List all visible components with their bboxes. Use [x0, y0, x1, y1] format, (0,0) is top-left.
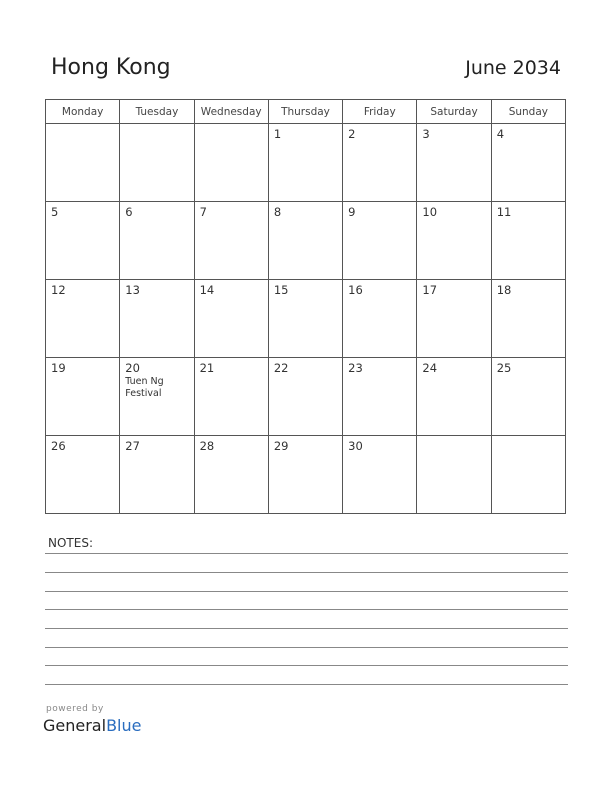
notes-line [45, 591, 568, 592]
day-cell [268, 280, 342, 358]
day-cell [268, 124, 342, 202]
day-number: 16 [348, 283, 363, 297]
day-cell [417, 202, 491, 280]
day-number: 25 [496, 361, 512, 375]
day-number: 15 [273, 283, 289, 297]
day-number: 2 [348, 127, 356, 141]
day-cell [194, 202, 268, 280]
calendar-country-title: Hong Kong [51, 55, 171, 80]
notes-line [45, 572, 568, 573]
day-number: 27 [125, 439, 140, 453]
day-cell [343, 202, 417, 280]
day-cell [46, 280, 120, 358]
day-number: 6 [125, 205, 133, 219]
day-cell [268, 358, 342, 436]
week-row [46, 280, 566, 358]
day-number: 30 [348, 439, 363, 453]
day-number: 28 [199, 439, 215, 453]
day-number: 17 [422, 283, 438, 297]
weekday-header: Sunday [491, 100, 565, 124]
day-cell [46, 202, 120, 280]
day-cell [491, 358, 565, 436]
day-cell [417, 280, 491, 358]
weekday-header: Monday [46, 100, 120, 124]
day-cell [120, 358, 194, 436]
day-number: 21 [199, 361, 215, 375]
day-number: 19 [51, 361, 66, 375]
weekday-header-row [46, 100, 566, 124]
day-cell [120, 202, 194, 280]
weekday-header: Tuesday [120, 100, 194, 124]
day-number: 29 [273, 439, 289, 453]
day-cell [417, 124, 491, 202]
holiday-label: Tuen Ng Festival [125, 376, 164, 399]
day-number: 4 [496, 127, 505, 141]
calendar-month-title: June 2034 [465, 57, 561, 79]
calendar-grid [45, 99, 566, 514]
notes-line [45, 628, 568, 629]
brand-name-part1: General [43, 716, 107, 735]
notes-label: NOTES: [48, 536, 93, 550]
notes-line [45, 609, 568, 610]
day-number: 3 [422, 127, 430, 141]
brand-logo[interactable] [43, 716, 141, 735]
day-number: 7 [199, 205, 207, 219]
day-cell [194, 436, 268, 514]
day-cell [491, 202, 565, 280]
day-number: 13 [125, 283, 140, 297]
weekday-header: Saturday [417, 100, 491, 124]
week-row [46, 358, 566, 436]
day-number: 14 [199, 283, 215, 297]
notes-line [45, 665, 568, 666]
day-cell [268, 436, 342, 514]
day-number: 1 [273, 127, 282, 141]
day-cell [343, 124, 417, 202]
brand-name-part2: Blue [106, 716, 142, 735]
day-cell [194, 124, 268, 202]
day-number: 11 [496, 205, 512, 219]
day-number: 26 [51, 439, 66, 453]
day-cell [194, 280, 268, 358]
week-row [46, 202, 566, 280]
day-cell [417, 358, 491, 436]
day-number: 10 [422, 205, 438, 219]
day-cell [268, 202, 342, 280]
day-cell [343, 436, 417, 514]
day-number: 9 [348, 205, 356, 219]
day-cell [46, 124, 120, 202]
day-cell [46, 358, 120, 436]
day-number: 8 [273, 205, 282, 219]
week-row [46, 436, 566, 514]
weekday-header: Wednesday [194, 100, 268, 124]
day-cell [491, 124, 565, 202]
notes-line [45, 553, 568, 554]
day-cell [120, 280, 194, 358]
day-number: 23 [348, 361, 363, 375]
notes-line [45, 684, 568, 685]
day-cell [491, 436, 565, 514]
powered-by-text: powered by [46, 704, 104, 714]
day-cell [491, 280, 565, 358]
day-number: 22 [273, 361, 289, 375]
day-cell [120, 436, 194, 514]
weekday-header: Thursday [268, 100, 342, 124]
notes-line [45, 647, 568, 648]
weekday-header: Friday [343, 100, 417, 124]
day-number: 20 [125, 361, 140, 375]
day-number: 24 [422, 361, 438, 375]
day-cell [343, 280, 417, 358]
day-number: 5 [51, 205, 59, 219]
day-cell [417, 436, 491, 514]
week-row [46, 124, 566, 202]
day-cell [46, 436, 120, 514]
day-number: 12 [51, 283, 66, 297]
day-number: 18 [496, 283, 512, 297]
day-cell [343, 358, 417, 436]
day-cell [194, 358, 268, 436]
day-cell [120, 124, 194, 202]
